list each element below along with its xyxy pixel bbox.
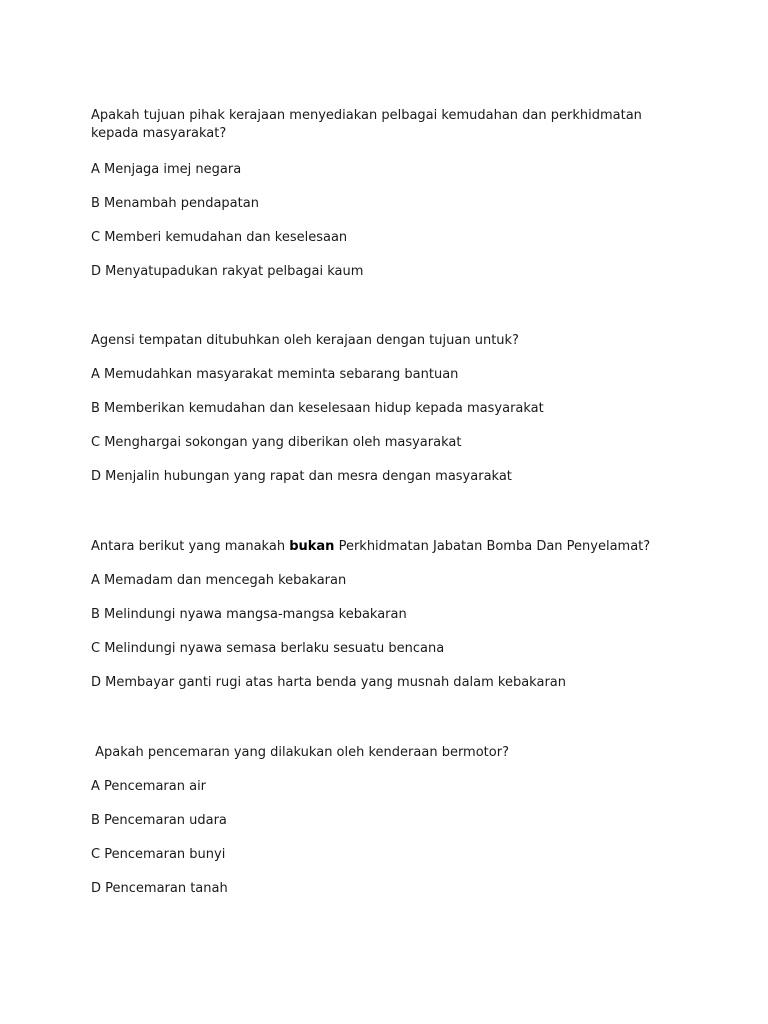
question-block-2: [91, 332, 691, 484]
question-text-1: Apakah tujuan pihak kerajaan menyediakan pelbagai kemudahan dan perkhidmatan kepada masyarakat?: [91, 108, 642, 141]
option-3-b: B Melindungi nyawa mangsa-mangsa kebakaran: [91, 607, 407, 622]
option-1-a: A Menjaga imej negara: [91, 162, 242, 177]
option-2-a: A Memudahkan masyarakat meminta sebarang bantuan: [91, 367, 459, 382]
option-1-d: D Menyatupadukan rakyat pelbagai kaum: [91, 264, 364, 279]
option-4-c: C Pencemaran bunyi: [91, 847, 226, 862]
option-2-c: C Menghargai sokongan yang diberikan oleh masyarakat: [91, 435, 462, 450]
question-text-3-before: Antara berikut yang manakah: [91, 539, 290, 554]
question-text-3-emphasis: bukan: [289, 539, 335, 554]
option-4-b: B Pencemaran udara: [91, 813, 227, 828]
option-2-d: D Menjalin hubungan yang rapat dan mesra dengan masyarakat: [91, 469, 512, 484]
option-2-b: B Memberikan kemudahan dan keselesaan hidup kepada masyarakat: [91, 401, 544, 416]
option-4-a: A Pencemaran air: [91, 779, 207, 794]
question-text-3-after: Perkhidmatan Jabatan Bomba Dan Penyelamat?: [334, 539, 651, 554]
question-text-3: [91, 538, 691, 556]
question-block-4: [91, 744, 691, 896]
question-block-1: [91, 107, 691, 279]
option-3-d: D Membayar ganti rugi atas harta benda yang musnah dalam kebakaran: [91, 675, 567, 690]
option-1-b: B Menambah pendapatan: [91, 196, 259, 211]
option-3-c: C Melindungi nyawa semasa berlaku sesuatu bencana: [91, 641, 445, 656]
option-1-c: C Memberi kemudahan dan keselesaan: [91, 230, 348, 245]
question-text-4: Apakah pencemaran yang dilakukan oleh kenderaan bermotor?: [91, 745, 509, 760]
question-text-2: Agensi tempatan ditubuhkan oleh kerajaan dengan tujuan untuk?: [91, 333, 519, 348]
option-4-d: D Pencemaran tanah: [91, 881, 228, 896]
question-block-3: [91, 538, 691, 690]
option-3-a: A Memadam dan mencegah kebakaran: [91, 573, 347, 588]
